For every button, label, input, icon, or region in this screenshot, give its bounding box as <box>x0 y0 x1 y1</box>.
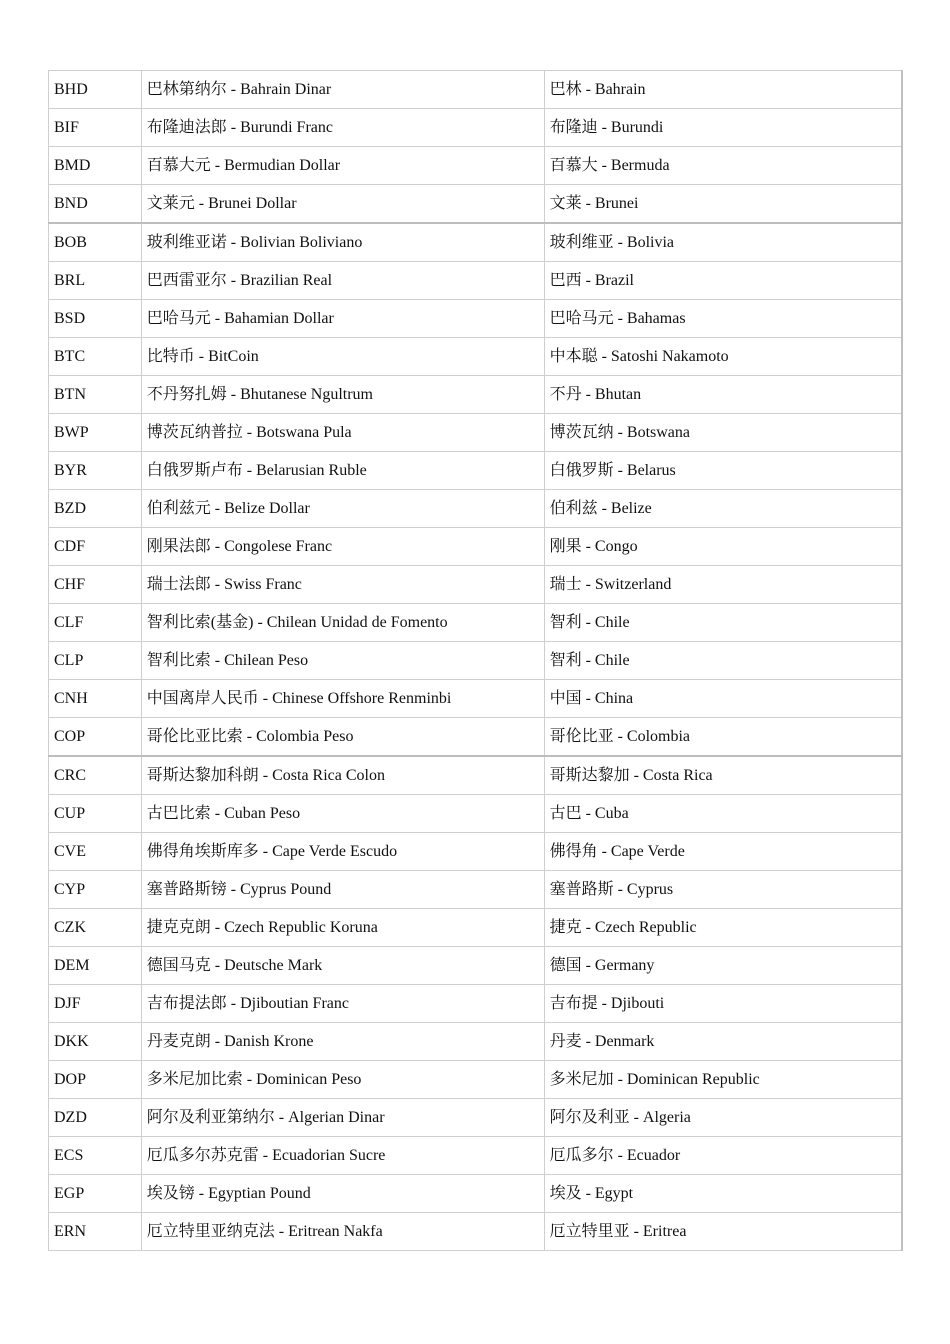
table-row <box>49 985 903 1023</box>
currency-name: 比特币 - BitCoin <box>141 338 544 376</box>
currency-name: 吉布提法郎 - Djiboutian Franc <box>141 985 544 1023</box>
currency-name: 巴西雷亚尔 - Brazilian Real <box>141 262 544 300</box>
country-name: 巴西 - Brazil <box>544 262 902 300</box>
table-row <box>49 1023 903 1061</box>
table-row <box>49 795 903 833</box>
currency-name: 捷克克朗 - Czech Republic Koruna <box>141 909 544 947</box>
country-name: 布隆迪 - Burundi <box>544 109 902 147</box>
currency-name: 巴林第纳尔 - Bahrain Dinar <box>141 71 544 109</box>
country-name: 阿尔及利亚 - Algeria <box>544 1099 902 1137</box>
country-name: 智利 - Chile <box>544 604 902 642</box>
country-name: 捷克 - Czech Republic <box>544 909 902 947</box>
table-row <box>49 185 903 224</box>
currency-code: DOP <box>49 1061 142 1099</box>
currency-code: BTN <box>49 376 142 414</box>
currency-code: BIF <box>49 109 142 147</box>
currency-code: CZK <box>49 909 142 947</box>
currency-code: DEM <box>49 947 142 985</box>
table-row <box>49 833 903 871</box>
currency-name: 厄瓜多尔苏克雷 - Ecuadorian Sucre <box>141 1137 544 1175</box>
country-name: 博茨瓦纳 - Botswana <box>544 414 902 452</box>
country-name: 智利 - Chile <box>544 642 902 680</box>
currency-code: CRC <box>49 756 142 795</box>
country-name: 巴哈马元 - Bahamas <box>544 300 902 338</box>
currency-code: CLF <box>49 604 142 642</box>
currency-code: BOB <box>49 223 142 262</box>
country-name: 百慕大 - Bermuda <box>544 147 902 185</box>
table-row <box>49 871 903 909</box>
currency-code: ERN <box>49 1213 142 1251</box>
country-name: 埃及 - Egypt <box>544 1175 902 1213</box>
currency-code: BTC <box>49 338 142 376</box>
table-row <box>49 262 903 300</box>
table-row <box>49 338 903 376</box>
currency-code: CHF <box>49 566 142 604</box>
currency-name: 玻利维亚诺 - Bolivian Boliviano <box>141 223 544 262</box>
currency-name: 丹麦克朗 - Danish Krone <box>141 1023 544 1061</box>
table-row <box>49 1099 903 1137</box>
table-row <box>49 300 903 338</box>
currency-name: 阿尔及利亚第纳尔 - Algerian Dinar <box>141 1099 544 1137</box>
table-row <box>49 71 903 109</box>
table-row <box>49 490 903 528</box>
country-name: 白俄罗斯 - Belarus <box>544 452 902 490</box>
currency-code: CLP <box>49 642 142 680</box>
country-name: 哥斯达黎加 - Costa Rica <box>544 756 902 795</box>
currency-name: 中国离岸人民币 - Chinese Offshore Renminbi <box>141 680 544 718</box>
currency-code: BYR <box>49 452 142 490</box>
country-name: 文莱 - Brunei <box>544 185 902 224</box>
table-row <box>49 604 903 642</box>
table-row <box>49 1061 903 1099</box>
currency-code: DKK <box>49 1023 142 1061</box>
table-row <box>49 756 903 795</box>
currency-name: 布隆迪法郎 - Burundi Franc <box>141 109 544 147</box>
currency-code: BHD <box>49 71 142 109</box>
table-row <box>49 566 903 604</box>
currency-name: 佛得角埃斯库多 - Cape Verde Escudo <box>141 833 544 871</box>
country-name: 中国 - China <box>544 680 902 718</box>
currency-code: CYP <box>49 871 142 909</box>
currency-code: BSD <box>49 300 142 338</box>
currency-code: CUP <box>49 795 142 833</box>
currency-code: BND <box>49 185 142 224</box>
country-name: 塞普路斯 - Cyprus <box>544 871 902 909</box>
currency-name: 巴哈马元 - Bahamian Dollar <box>141 300 544 338</box>
table-row <box>49 680 903 718</box>
currency-name: 智利比索 - Chilean Peso <box>141 642 544 680</box>
currency-code: BMD <box>49 147 142 185</box>
currency-name: 哥斯达黎加科朗 - Costa Rica Colon <box>141 756 544 795</box>
currency-name: 厄立特里亚纳克法 - Eritrean Nakfa <box>141 1213 544 1251</box>
currency-name: 哥伦比亚比索 - Colombia Peso <box>141 718 544 757</box>
country-name: 厄立特里亚 - Eritrea <box>544 1213 902 1251</box>
currency-code: BWP <box>49 414 142 452</box>
table-row <box>49 376 903 414</box>
table-row <box>49 109 903 147</box>
currency-name: 百慕大元 - Bermudian Dollar <box>141 147 544 185</box>
country-name: 中本聪 - Satoshi Nakamoto <box>544 338 902 376</box>
currency-code: EGP <box>49 1175 142 1213</box>
currency-name: 多米尼加比索 - Dominican Peso <box>141 1061 544 1099</box>
currency-code: BRL <box>49 262 142 300</box>
country-name: 多米尼加 - Dominican Republic <box>544 1061 902 1099</box>
country-name: 哥伦比亚 - Colombia <box>544 718 902 757</box>
currency-name: 刚果法郎 - Congolese Franc <box>141 528 544 566</box>
currency-name: 古巴比索 - Cuban Peso <box>141 795 544 833</box>
currency-code: ECS <box>49 1137 142 1175</box>
currency-code: DZD <box>49 1099 142 1137</box>
country-name: 德国 - Germany <box>544 947 902 985</box>
table-row <box>49 909 903 947</box>
currency-name: 瑞士法郎 - Swiss Franc <box>141 566 544 604</box>
currency-name: 伯利兹元 - Belize Dollar <box>141 490 544 528</box>
currency-code: BZD <box>49 490 142 528</box>
currency-name: 博茨瓦纳普拉 - Botswana Pula <box>141 414 544 452</box>
table-row <box>49 452 903 490</box>
country-name: 瑞士 - Switzerland <box>544 566 902 604</box>
table-row <box>49 223 903 262</box>
currency-code: CVE <box>49 833 142 871</box>
currency-table <box>48 70 903 1251</box>
table-row <box>49 642 903 680</box>
currency-name: 塞普路斯镑 - Cyprus Pound <box>141 871 544 909</box>
country-name: 厄瓜多尔 - Ecuador <box>544 1137 902 1175</box>
table-row <box>49 1175 903 1213</box>
country-name: 玻利维亚 - Bolivia <box>544 223 902 262</box>
country-name: 丹麦 - Denmark <box>544 1023 902 1061</box>
table-row <box>49 1137 903 1175</box>
currency-name: 白俄罗斯卢布 - Belarusian Ruble <box>141 452 544 490</box>
currency-name: 文莱元 - Brunei Dollar <box>141 185 544 224</box>
currency-code: DJF <box>49 985 142 1023</box>
table-row <box>49 718 903 757</box>
currency-name: 埃及镑 - Egyptian Pound <box>141 1175 544 1213</box>
table-row <box>49 147 903 185</box>
country-name: 刚果 - Congo <box>544 528 902 566</box>
currency-code: CNH <box>49 680 142 718</box>
country-name: 佛得角 - Cape Verde <box>544 833 902 871</box>
table-row <box>49 528 903 566</box>
currency-code: COP <box>49 718 142 757</box>
table-row <box>49 1213 903 1251</box>
country-name: 古巴 - Cuba <box>544 795 902 833</box>
country-name: 巴林 - Bahrain <box>544 71 902 109</box>
country-name: 伯利兹 - Belize <box>544 490 902 528</box>
currency-name: 德国马克 - Deutsche Mark <box>141 947 544 985</box>
country-name: 不丹 - Bhutan <box>544 376 902 414</box>
currency-name: 智利比索(基金) - Chilean Unidad de Fomento <box>141 604 544 642</box>
currency-name: 不丹努扎姆 - Bhutanese Ngultrum <box>141 376 544 414</box>
currency-code: CDF <box>49 528 142 566</box>
country-name: 吉布提 - Djibouti <box>544 985 902 1023</box>
table-row <box>49 414 903 452</box>
table-row <box>49 947 903 985</box>
